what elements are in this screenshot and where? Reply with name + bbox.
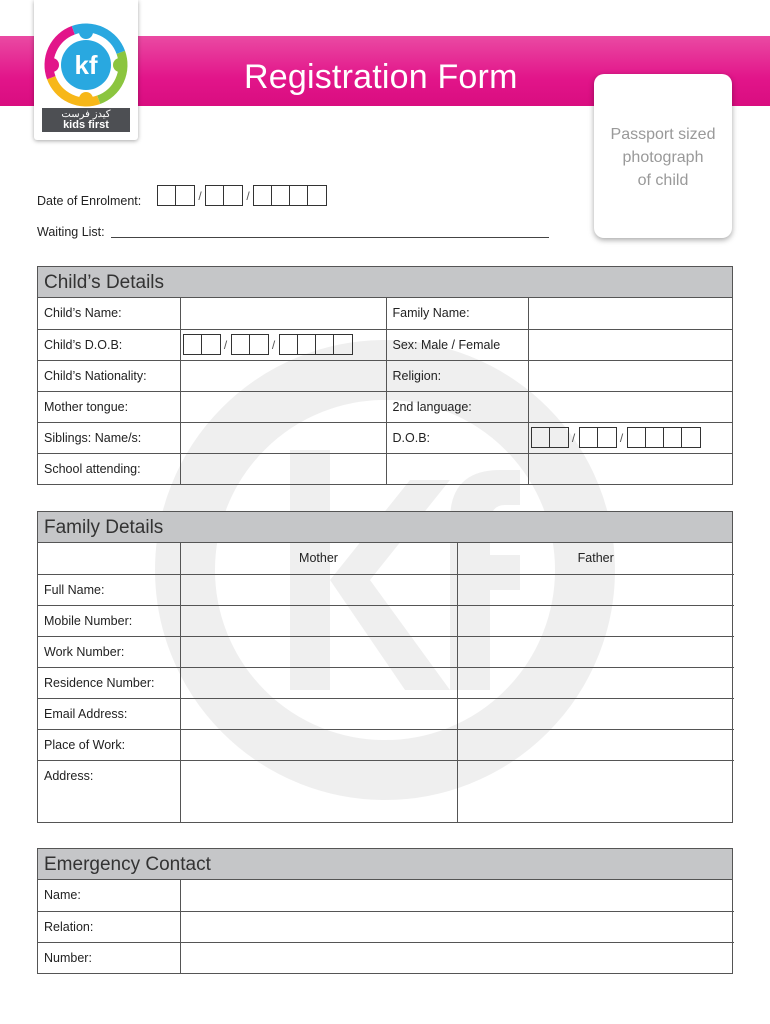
page-title: Registration Form — [244, 58, 518, 96]
siblings-label: Siblings: Name/s: — [38, 422, 180, 453]
table-row — [38, 760, 734, 822]
address-label: Address: — [38, 760, 180, 822]
enrolment-year[interactable] — [253, 185, 327, 206]
table-row — [38, 667, 734, 698]
passport-photo-box[interactable] — [594, 74, 732, 238]
logo-mark: kf — [74, 50, 98, 80]
religion-label: Religion: — [386, 360, 528, 391]
work-number-label: Work Number: — [38, 636, 180, 667]
table-row — [38, 298, 732, 329]
logo-wordmark — [42, 108, 130, 132]
table-row — [38, 911, 734, 942]
date-of-enrolment-input[interactable]: / / — [157, 185, 327, 206]
family-details-table — [38, 543, 734, 822]
childs-dob-input[interactable]: / / — [180, 329, 386, 360]
second-language-label: 2nd language: — [386, 391, 528, 422]
enrolment-day[interactable] — [157, 185, 195, 206]
table-row — [38, 574, 734, 605]
school-attending-input[interactable] — [180, 453, 386, 484]
family-details-title: Family Details — [38, 512, 732, 543]
photo-box-line3: of child — [637, 172, 689, 189]
mother-column-header: Mother — [180, 543, 457, 574]
emergency-contact-title: Emergency Contact — [38, 849, 732, 880]
waiting-list-label: Waiting List: — [37, 225, 105, 239]
table-row — [38, 543, 734, 574]
father-address-input[interactable] — [457, 760, 734, 822]
mother-work-number-input[interactable] — [180, 636, 457, 667]
emergency-relation-label: Relation: — [38, 911, 180, 942]
residence-number-label: Residence Number: — [38, 667, 180, 698]
mobile-number-label: Mobile Number: — [38, 605, 180, 636]
table-row — [38, 880, 734, 911]
family-details-section — [37, 511, 733, 823]
emergency-number-label: Number: — [38, 942, 180, 973]
mother-address-input[interactable] — [180, 760, 457, 822]
logo-emblem-icon — [42, 22, 130, 108]
sex-label: Sex: Male / Female — [386, 329, 528, 360]
empty-cell — [528, 453, 732, 484]
childs-name-input[interactable] — [180, 298, 386, 329]
place-of-work-label: Place of Work: — [38, 729, 180, 760]
mother-tongue-label: Mother tongue: — [38, 391, 180, 422]
father-column-header: Father — [457, 543, 734, 574]
siblings-dob-input[interactable]: / / — [528, 422, 732, 453]
religion-input[interactable] — [528, 360, 732, 391]
mother-email-input[interactable] — [180, 698, 457, 729]
sex-input[interactable] — [528, 329, 732, 360]
childs-details-table — [38, 298, 732, 484]
photo-box-line1: Passport sized — [610, 126, 716, 143]
logo-arabic-text: كيدز فرست — [61, 109, 111, 120]
table-row — [38, 698, 734, 729]
empty-cell — [386, 453, 528, 484]
full-name-label: Full Name: — [38, 574, 180, 605]
school-attending-label: School attending: — [38, 453, 180, 484]
email-address-label: Email Address: — [38, 698, 180, 729]
table-row — [38, 942, 734, 973]
father-full-name-input[interactable] — [457, 574, 734, 605]
empty-cell — [38, 543, 180, 574]
mother-full-name-input[interactable] — [180, 574, 457, 605]
table-row — [38, 329, 732, 360]
family-name-label: Family Name: — [386, 298, 528, 329]
mother-residence-number-input[interactable] — [180, 667, 457, 698]
father-residence-number-input[interactable] — [457, 667, 734, 698]
childs-details-title: Child’s Details — [38, 267, 732, 298]
emergency-number-input[interactable] — [180, 942, 734, 973]
kids-first-logo — [34, 0, 138, 140]
table-row — [38, 391, 732, 422]
emergency-relation-input[interactable] — [180, 911, 734, 942]
date-of-enrolment-label: Date of Enrolment: — [37, 194, 142, 208]
table-row — [38, 729, 734, 760]
photo-box-line2: photograph — [622, 149, 704, 166]
siblings-input[interactable] — [180, 422, 386, 453]
childs-details-section — [37, 266, 733, 485]
father-mobile-input[interactable] — [457, 605, 734, 636]
emergency-name-label: Name: — [38, 880, 180, 911]
childs-nationality-input[interactable] — [180, 360, 386, 391]
emergency-name-input[interactable] — [180, 880, 734, 911]
childs-dob-label: Child’s D.O.B: — [38, 329, 180, 360]
emergency-contact-table — [38, 880, 734, 973]
table-row — [38, 636, 734, 667]
second-language-input[interactable] — [528, 391, 732, 422]
waiting-list-input[interactable] — [111, 237, 549, 238]
childs-name-label: Child’s Name: — [38, 298, 180, 329]
childs-nationality-label: Child’s Nationality: — [38, 360, 180, 391]
father-email-input[interactable] — [457, 698, 734, 729]
table-row — [38, 453, 732, 484]
mother-tongue-input[interactable] — [180, 391, 386, 422]
table-row — [38, 422, 732, 453]
emergency-contact-section — [37, 848, 733, 974]
father-work-number-input[interactable] — [457, 636, 734, 667]
siblings-dob-label: D.O.B: — [386, 422, 528, 453]
family-name-input[interactable] — [528, 298, 732, 329]
mother-mobile-input[interactable] — [180, 605, 457, 636]
father-place-of-work-input[interactable] — [457, 729, 734, 760]
logo-english-text: kids first — [63, 119, 109, 131]
table-row — [38, 360, 732, 391]
mother-place-of-work-input[interactable] — [180, 729, 457, 760]
table-row — [38, 605, 734, 636]
enrolment-month[interactable] — [205, 185, 243, 206]
